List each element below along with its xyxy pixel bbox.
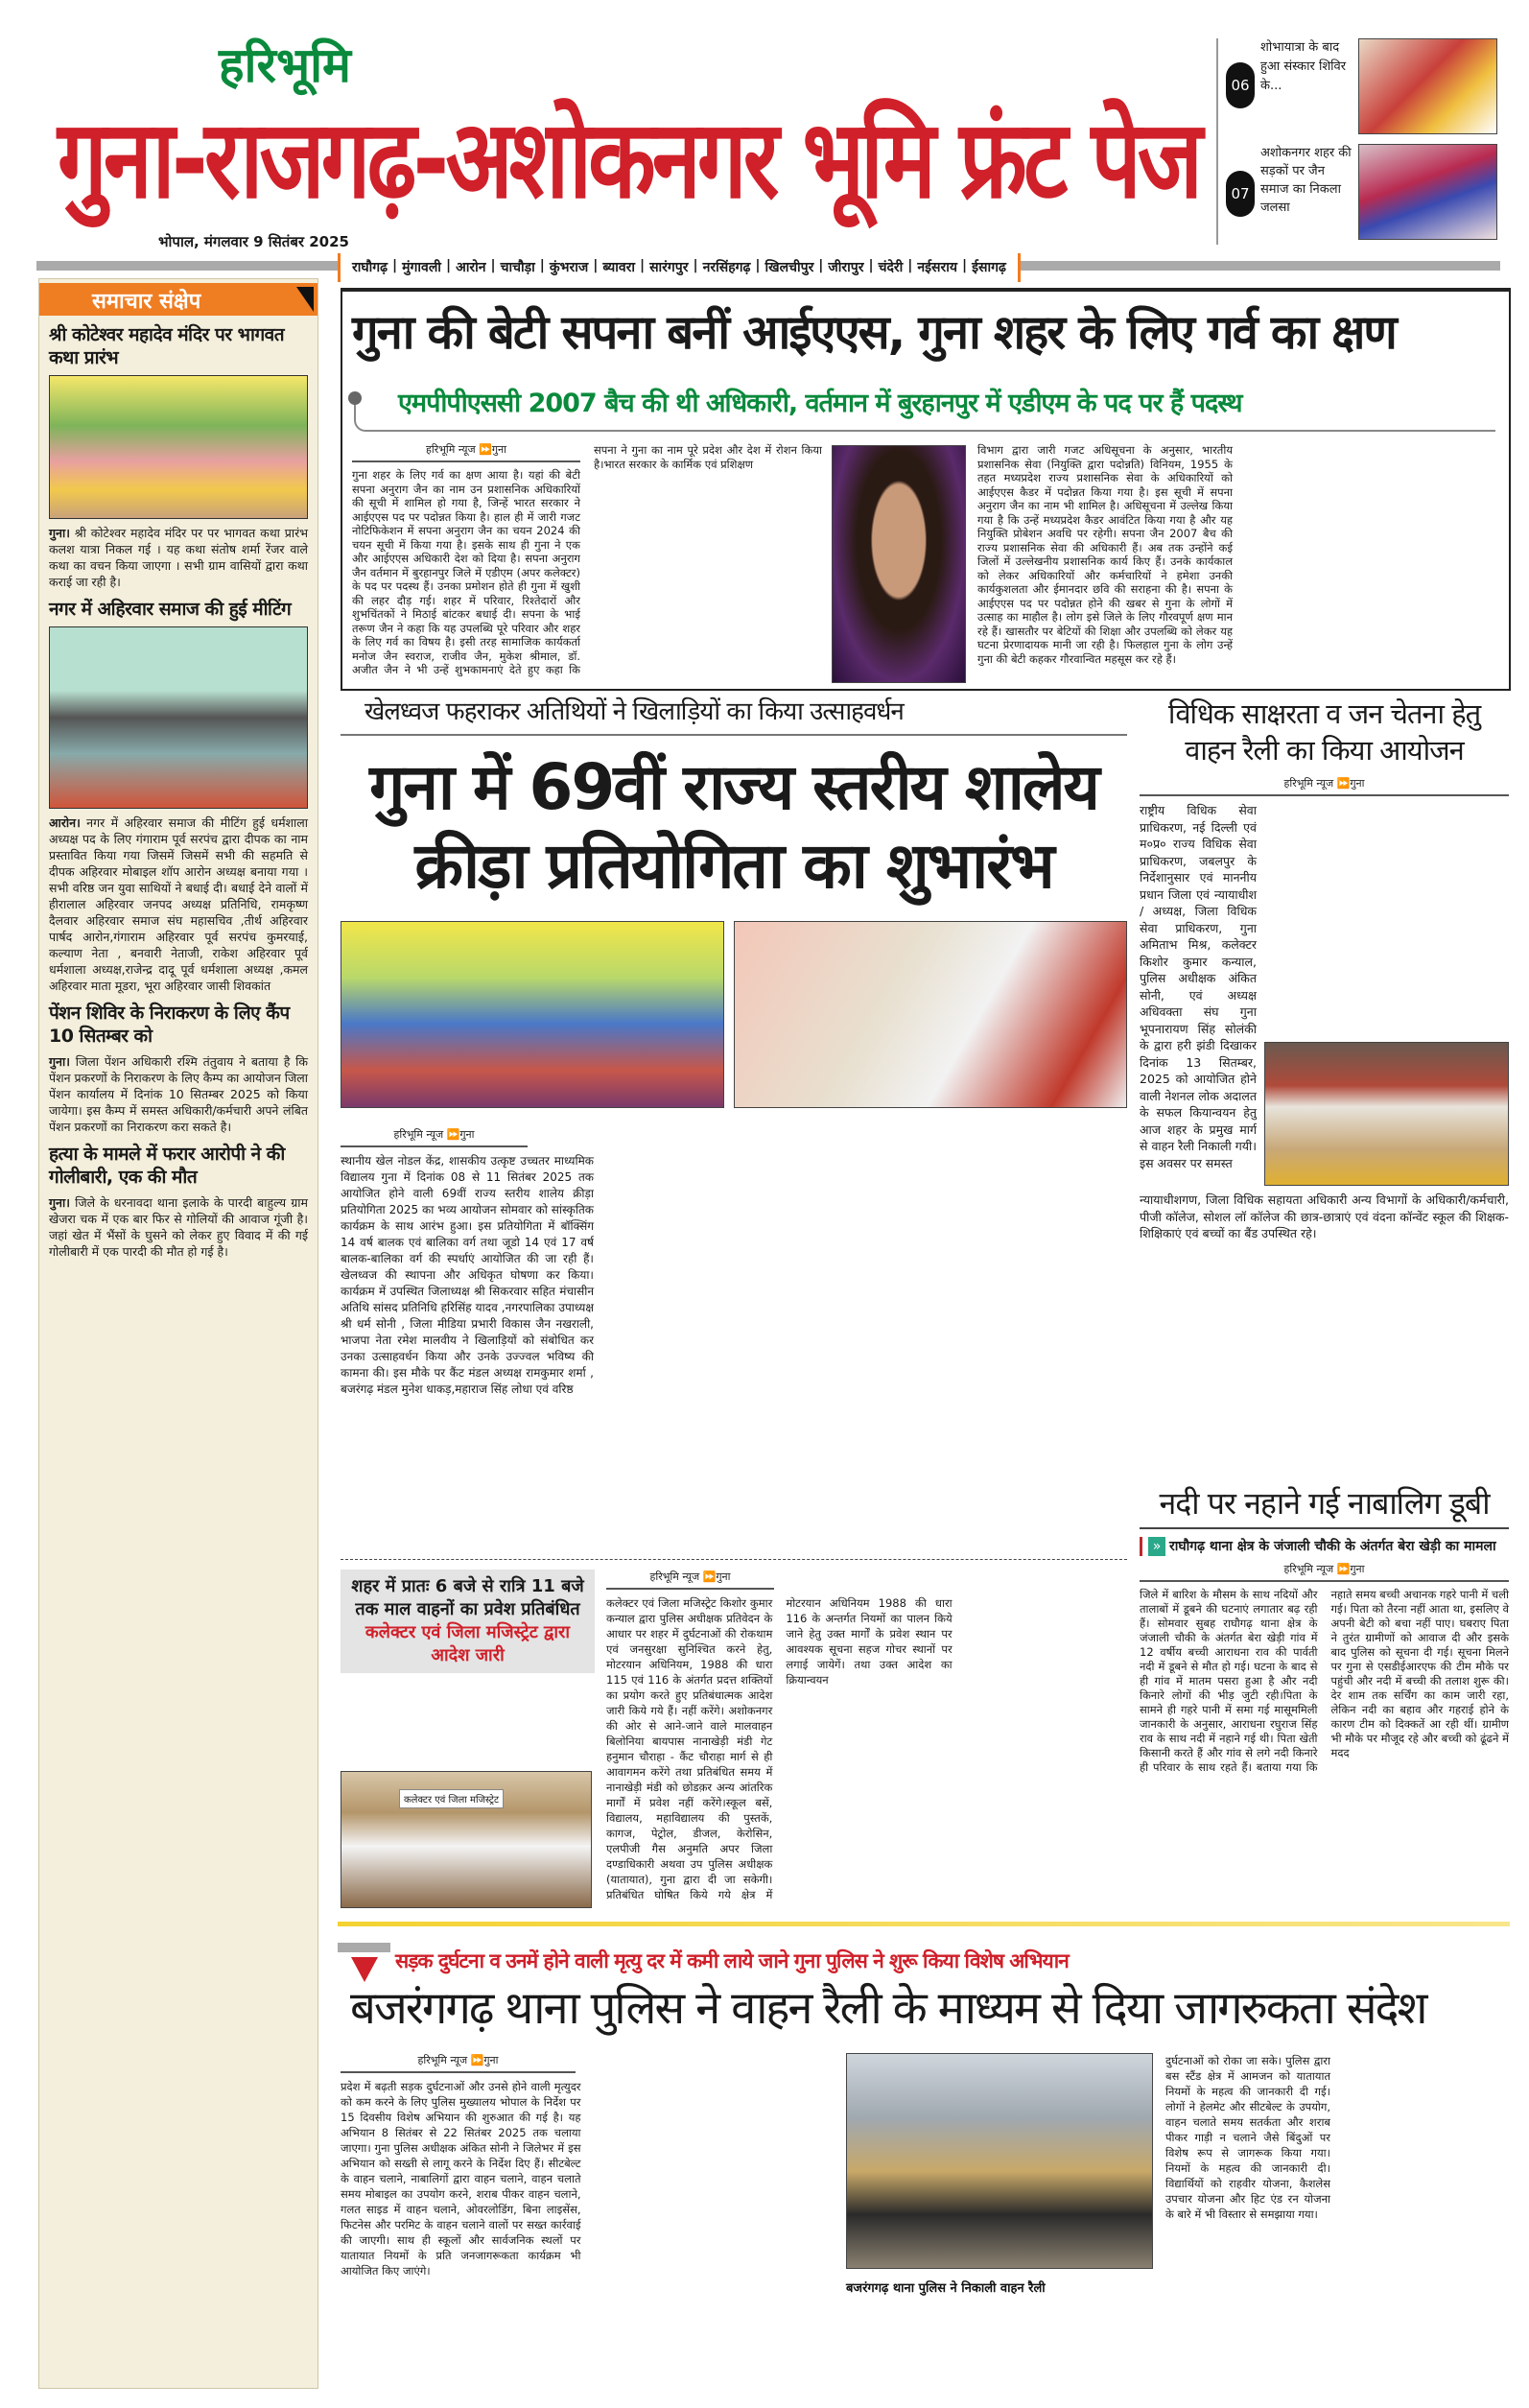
police-rally-photo (846, 2053, 1153, 2269)
police-text-2: दुर्घटनाओं को रोका जा सके। पुलिस द्वारा बस स्टैंड क्षेत्र में आमजन को यातायात नियमों के महत्व की जानकारी दी गई। लोगों ने हेलमेट और सीटबेल्ट के उपयोग, वाहन चलाते समय सतर्कता और शराब पीकर गाड़ी न चलाने जैसे बिंदुओं पर विशेष रूप से जागरूक किया गया। नियमों के महत्व की जानकारी दी। विद्यार्थियों को राहवीर योजना, कैशलेस उपचार योजना और हिट एंड रन योजना के बारे में भी विस्तार से समझाया गया। (1165, 2054, 1330, 2221)
city-separator: | (868, 258, 874, 273)
procession-photo (1358, 38, 1497, 134)
kalash-yatra-photo (49, 375, 308, 519)
city-separator: | (962, 258, 968, 273)
police-headline: बजरंगगढ़ थाना पुलिस ने वाहन रैली के माध्यम से दिया जागरुकता संदेश (350, 1982, 1426, 2035)
lead-body-2: विभाग द्वारा जारी गजट अधिसूचना के अनुसार, भारतीय प्रशासनिक सेवा (नियुक्ति द्वारा पदोन्नति) विनियम, 1955 के तहत मध्यप्रदेश राज्य प्रशासनिक सेवा के अधिकारियों को आईएएस कैडर में पदोन्नत किया गया है। इस सूची में सपना अनुराग जैन का नाम भी शामिल है। अधिसूचना में उल्लेख किया गया है कि उन्हें मध्यप्रदेश कैडर आवंटित किया गया है और यह नियुक्ति प्रोबेशन अवधि पर रहेगी। सपना जैन 2007 बैच की राज्य प्रशासनिक सेवा की अधिकारी हैं। अब तक उन्होंने कई जिलों में उल्लेखनीय प्रशासनिक कार्य किए हैं। उनके कार्यकाल को लेकर अधिकारियों और कर्मचारियों ने हमेशा उनकी कार्यकुशलता और ईमानदार छवि की सराहना की है। सपना के आईएएस पद पर पदोन्नत होने की खबर से गुना के लोगों में उत्साह का माहौल है। लोग इसे जिले के लिए गौरवपूर्ण क्षण मान रहे हैं। खासतौर पर बेटियों की शिक्षा और उपलब्धि को लेकर यह घटना प्रेरणादायक मानी जा रही है। फिलहाल गुना के लोग उन्हें गुना की बेटी कहकर गौरवान्वित महसूस कर रहे हैं। (977, 443, 1233, 666)
city-separator: | (693, 258, 698, 273)
sports-kicker-wrap (365, 698, 1122, 731)
traffic-callout (341, 1570, 595, 1673)
yellow-rule (338, 1922, 1510, 1926)
river-story (1140, 1487, 1509, 1914)
jain-procession-photo (1358, 144, 1497, 240)
page-number-badge: 07 (1226, 171, 1255, 217)
sports-body (341, 1127, 1127, 1549)
brief-text: गुना। श्री कोटेश्वर महादेव मंदिर पर पर भागवत कथा प्रारंभ कलश यात्रा निकल गई । यह कथा संतोष शर्मा रेंजर वाले कथा का वचन किया जाएगा । सभी ग्राम वासियों द्वारा कथा कराई जा रही है। (49, 526, 308, 589)
legal-rally-photo (1264, 1042, 1509, 1186)
city-separator: | (392, 258, 398, 273)
lead-subhead-wrap (398, 390, 1492, 424)
red-chevron-icon (351, 1957, 378, 1982)
teaser-06[interactable] (1226, 38, 1504, 134)
city-link[interactable]: सारंगपुर (649, 260, 689, 275)
river-deck (1140, 1537, 1509, 1556)
teaser-text: शोभायात्रा के बाद हुआ संस्कार शिविर के... (1260, 40, 1347, 93)
byline: हरिभूमि न्यूज ⏩गुना (352, 443, 580, 462)
lead-headline: गुना की बेटी सपना बनीं आईएएस, गुना शहर के लिए गर्व का क्षण (352, 305, 1396, 360)
police-text-1: प्रदेश में बढ़ती सड़क दुर्घटनाओं और उनसे होने वाली मृत्युदर को कम करने के लिए पुलिस मुख्यालय भोपाल के निर्देश पर 15 दिवसीय विशेष अभियान की शुरुआत की गई है। यह अभियान 8 सितंबर से 22 सितंबर 2025 तक चलाया जाएगा। गुना पुलिस अधीक्षक अंकित सोनी ने जिलेभर में इस अभियान को सख्ती से लागू करने के निर्देश दिए हैं। सीटबेल्ट के वाहन चलाने, नाबालिगों द्वारा वाहन चलाने, वाहन चलाते समय मोबाइल का उपयोग करने, शराब पीकर वाहन चलाने, गलत साइड में वाहन चलाने, ओवरलोडिंग, बिना लाइसेंस, फिटनेस और परमिट के वाहन चलाने वालों पर सख्त कार्रवाई की जाएगी। साथ ही स्कूलों और सार्वजनिक स्थलों पर यातायात नियमों के प्रति जनजागरूकता कार्यक्रम भी आयोजित किए जाएंगे। (341, 2080, 581, 2278)
callout-line: शहर में प्रातः 6 बजे से रात्रि 11 बजे तक माल वाहनों का प्रवेश प्रतिबंधित (351, 1576, 584, 1619)
city-separator: | (907, 258, 913, 273)
sports-kicker: खेलध्वज फहराकर अतिथियों ने खिलाड़ियों का किया उत्साहवर्धन (365, 697, 904, 726)
traffic-order-box (341, 1570, 595, 1910)
city-separator: | (639, 258, 646, 273)
legal-text-2: न्यायाधीशगण, जिला विधिक सहायता अधिकारी अन्य विभागों के अधिकारी/कर्मचारी, पीजी कॉलेज, सोशल लॉ कॉलेज की छात्र-छात्राएं एवं वंदना कॉन्वेंट स्कूल की शिक्षक-शिक्षिकाएं एवं बच्चों का बैंड उपस्थित रहे। (1140, 1192, 1509, 1240)
city-link[interactable]: चंदेरी (878, 260, 904, 275)
city-bar (338, 253, 1021, 282)
river-deck-text: राघौगढ़ थाना क्षेत्र के जंजाली चौकी के अंतर्गत बेरा खेड़ी का मामला (1169, 1538, 1496, 1554)
city-separator: | (445, 258, 452, 273)
brief-text: आरोन। नगर में अहिरवार समाज की मीटिंग हुई धर्मशाला अध्यक्ष पद के लिए गंगाराम पूर्व सरपंच द्वारा दीपक का नाम प्रस्तावित किया गया जिसमें जिसमें सभी की सहमति से दीपक अहिरवार मोबाइल शॉप आरोन अध्यक्ष बनाया गया ।सभी वरिष्ठ जन युवा साथियों ने बधाई दी। बधाई देने वालों में हीरालाल अहिरवार जनपद अध्यक्ष प्रतिनिधि, रामकृष्ण दैलवार अहिरवार समाज संघ महासचिव ,तीर्थ अहिरवार पार्षद आरोन,गंगाराम अहिरवार पूर्व सरपंच कुमरयाई, कल्याण नेता , बनवारी नेताजी, राकेश अहिरवार पूर्व धर्मशाला अध्यक्ष,राजेन्द्र दादू पूर्व धर्मशाला अध्यक्ष ,कमल अहिरवार माता मूडरा, भूरा अहिरवार जासी शिवकांत (49, 815, 308, 993)
city-link[interactable]: नरसिंहगढ़ (702, 260, 751, 275)
lead-col-left (352, 443, 822, 685)
police-headline-wrap (350, 1984, 1506, 2042)
city-link[interactable]: आरोन (456, 260, 486, 275)
lead-headline-wrap (352, 307, 1499, 365)
city-link[interactable]: राघौगढ़ (352, 260, 388, 275)
city-separator: | (539, 258, 545, 273)
page-number-badge: 06 (1226, 62, 1255, 108)
sports-ceremony-photo (341, 921, 724, 1108)
section-rule (341, 1559, 1127, 1560)
bullet-dot-icon (348, 391, 362, 405)
kicker-rule (341, 734, 1127, 736)
police-kicker: सड़क दुर्घटना व उनमें होने वाली मृत्यु दर में कमी लाये जाने गुना पुलिस ने शुरू किया विशेष अभियान (395, 1949, 1069, 1972)
lead-body-1: गुना शहर के लिए गर्व का क्षण आया है। यहां की बेटी सपना अनुराग जैन का नाम उन प्रशासनिक अधिकारियों की सूची में शामिल हो गया है, जिन्हें भारत सरकार ने आईएएस पद पर पदोन्नत किया है। हाल ही में जारी गजट नोटिफिकेशन में सपना अनुराग जैन का चयन 2024 की चयन सूची में किया गया है। इसके साथ ही गुना ने एक और आईएएस अधिकारी देश को दिया है। सपना अनुराग जैन वर्तमान में बुरहानपुर जिले में एडीएम (अपर कलेक्टर) के पद पर पदस्थ हैं। उनका प्रमोशन होते ही गुना में खुशी की लहर दौड़ गई। शहर में परिवार, रिश्तेदारों और शुभचिंतकों ने मिठाई बांटकर बधाई दी। सपना के भाई तरूण जैन ने कहा कि यह उपलब्धि पूरे परिवार और शहर के लिए गर्व का विषय है। इसी तरह सामाजिक कार्यकर्ता मनोज जैन स्वराज, राजीव जैन, मुकेश श्रीमाल, डॉ. अजीत जैन ने भी उन्हें शुभकामनाएं देते हुए कहा कि सपना ने गुना का नाम पूरे प्रदेश और देश में रोशन किया है।भारत सरकार के कार्मिक एवं प्रशिक्षण (352, 443, 822, 676)
collector-nameplate: कलेक्टर एवं जिला मजिस्ट्रेट (399, 1789, 504, 1808)
city-separator: | (593, 258, 599, 273)
byline: हरिभूमि न्यूज ⏩गुना (341, 2053, 576, 2073)
brief-title: नगर में अहिरवार समाज की हुई मीटिंग (49, 599, 292, 620)
city-separator: | (818, 258, 824, 273)
teaser-07[interactable] (1226, 144, 1504, 245)
page-title: गुना-राजगढ़-अशोकनगर भूमि फ्रंट पेज (58, 97, 1199, 224)
briefs-header (39, 283, 318, 316)
news-briefs-column (38, 278, 318, 2389)
traffic-story (606, 1570, 1132, 1905)
newspaper-logo: हरिभूमि (219, 37, 351, 93)
double-chevron-icon: » (1148, 1537, 1165, 1556)
city-link[interactable]: नईसराय (917, 260, 957, 275)
city-link[interactable]: ईसागढ़ (972, 260, 1006, 275)
brief-text: गुना। जिला पेंशन अधिकारी रश्मि तंतुवाय ने बताया है कि पेंशन प्रकरणों के निराकरण के लिए कैम्प का आयोजन जिला पेंशन कार्यालय में दिनांक 10 सितम्बर 2025 को किया जायेगा। इस कैम्प में समस्त अधिकारी/कर्मचारी अपने लंबित पेंशन प्रकरणों का निराकरण करा सकते है। (49, 1054, 308, 1134)
brief-title: हत्या के मामले में फरार आरोपी ने की गोलीबारी, एक की मौत (49, 1144, 285, 1188)
lamp-lighting-photo (734, 921, 1127, 1108)
legal-text-1: राष्ट्रीय विधिक सेवा प्राधिकरण, नई दिल्ली एवं म०प्र० राज्य विधिक सेवा प्राधिकरण, जबलपुर के निर्देशानुसार एवं माननीय प्रधान जिला एवं न्यायाधीश / अध्यक्ष, जिला विधिक सेवा प्राधिकरण, गुना अमिताभ मिश्र, कलेक्टर किशोर कुमार कन्याल, पुलिस अधीक्षक अंकित सोनी, एवं अध्यक्ष अधिवक्ता संघ गुना भूपनारायण सिंह सोलंकी के द्वारा हरी झंडी दिखाकर दिनांक 13 सितम्बर, 2025 को आयोजित होने वाली नेशनल लोक अदालत के सफल कियान्वयन हेतु आज शहर के प्रमुख मार्ग से वाहन रैली निकाली गयी। इस अवसर पर समस्त (1140, 803, 1257, 1170)
teaser-text: अशोकनगर शहर की सड़कों पर जैन समाज का निकला जलसा (1260, 146, 1352, 215)
corner-triangle-icon (296, 287, 314, 312)
sports-text: स्थानीय खेल नोडल केंद्र, शासकीय उत्कृष्ट उच्चतर माध्यमिक विद्यालय गुना में दिनांक 08 से 11 सितंबर 2025 तक आयोजित होने वाली 69वीं राज्य स्तरीय शालेय क्रीड़ा प्रतियोगिता 2025 का भव्य आयोजन सोमवार को सांस्कृतिक कार्यक्रम के साथ आरंभ हुआ। इस प्रतियोगिता में बॉक्सिंग 14 वर्ष बालक एवं बालिका वर्ग तथा जूडो 14 एवं 17 वर्ष बालक-बालिका वर्ग की स्पर्धाएं आयोजित की जा रही हैं। खेलध्वज की स्थापना और अधिकृत घोषणा कर किया। कार्यक्रम में उपस्थित जिलाध्यक्ष श्री सिकरवार सहित मंचासीन अतिथि सांसद प्रतिनिधि हरिसिंह यादव ,नगरपालिका उपाध्यक्ष श्री धर्म सोनी , जिला मीडिया प्रभारी विकास जैन नखराली, भाजपा नेता रमेश मालवीय ने खिलाड़ियों को संबोधित कर उनका उत्साहवर्धन किया और उनके उज्ज्वल भविष्य की कामना की। इस मौके पर कैंट मंडल अध्यक्ष रामकुमार शर्मा , बजरंगढ़ मंडल मुनेश धाकड़,महाराज सिंह लोधा एवं वरिष्ठ (341, 1154, 594, 1396)
sapna-jain-portrait (832, 445, 966, 683)
city-link[interactable]: मुंगावली (402, 260, 441, 275)
page-title-wrap (58, 97, 1199, 224)
police-subhead: बजरंगगढ़ थाना पुलिस ने निकाली वाहन रैली (846, 2281, 1046, 2296)
city-link[interactable]: कुंभराज (549, 260, 589, 275)
police-col-1 (341, 2053, 835, 2389)
legal-story (1140, 696, 1509, 1482)
dateline: भोपाल, मंगलवार 9 सितंबर 2025 (158, 233, 349, 250)
police-kicker-wrap (395, 1950, 1508, 1977)
city-link[interactable]: जीरापुर (828, 260, 864, 275)
lead-subhead: एमपीपीएससी 2007 बैच की थी अधिकारी, वर्तमान में बुरहानपुर में एडीएम के पद पर हैं पदस्थ (398, 389, 1242, 418)
masthead (0, 0, 1529, 288)
teaser-divider (1216, 38, 1218, 245)
byline: हरिभूमि न्यूज ⏩गुना (341, 1127, 528, 1147)
legal-headline: विधिक साक्षरता व जन चेतना हेतु वाहन रैली का किया आयोजन (1167, 697, 1481, 767)
river-text: जिले में बारिश के मौसम के साथ नदियों और तालाबों में डूबने की घटनाएं लगातार बढ़ रही हैं। सोमवार सुबह राघौगढ़ थाना क्षेत्र के जंजाली चौकी के अंतर्गत बेरा खेड़ी गांव में 12 वर्षीय बच्ची आराधना राव की पार्वती नदी में डूबने से मौत हो गई। घटना के बाद से ही गांव में मातम पसरा हुआ है और नदी किनारे लोगों की भीड़ जुटी रही।पिता के सामने ही गहरे पानी में समा गई मासूममिली जानकारी के अनुसार, आराधना रघुराज सिंह राव के साथ नदी में नहाने गई थी। पिता खेती किसानी करते हैं और गांव से लगे नदी किनारे ही परिवार के साथ रहते हैं। बताया गया कि नहाते समय बच्ची अचानक गहरे पानी में चली गई। पिता को तैरना नहीं आता था, इसलिए वे अपनी बेटी को बचा नहीं पाए। घबराए पिता ने तुरंत ग्रामीणों को आवाज दी और इसके बाद पुलिस को सूचना दी गई। सूचना मिलने पर गुना से एसडीईआरएफ की टीम मौके पर पहुंची और नदी में बच्ची की तलाश शुरू की। देर शाम तक सर्चिंग का काम जारी रहा, लेकिन नदी का बहाव और गहराई होने के कारण टीम को दिक्कतें आ रही थीं। ग्रामीण भी मौके पर मौजूद रहे और बच्ची को ढूंढने में मदद (1140, 1587, 1510, 1774)
byline: हरिभूमि न्यूज ⏩गुना (606, 1570, 774, 1590)
section-tab (338, 1943, 390, 1952)
city-link[interactable]: खिलचीपुर (764, 260, 814, 275)
collector-photo (341, 1771, 592, 1908)
byline: हरिभूमि न्यूज ⏩गुना (1140, 1562, 1509, 1582)
traffic-text: कलेक्टर एवं जिला मजिस्ट्रेट किशोर कुमार कन्याल द्वारा पुलिस अधीक्षक प्रतिवेदन के आधार पर शहर में दुर्घटनाओं की रोकथाम एवं जनसुरक्षा सुनिश्चित करने हेतु, मोटरयान अधिनियम, 1988 की धारा 115 एवं 116 के अंतर्गत प्रदत्त शक्तियों का प्रयोग करते हुए प्रतिबंधात्मक आदेश जारी किये गये हैं। नहीं करेंगे। अशोकनगर की ओर से आने-जाने वाले मालवाहन बिलोनिया बायपास नानाखेड़ी मंडी गेट हनुमान चौराहा - कैंट चौराहा मार्ग से ही आवागमन करेंगे तथा प्रतिबंधित समय में नानाखेड़ी मंडी को छोडक़र अन्य आंतरिक मार्गों में प्रवेश नहीं करेंगे।स्कूल बसें, विद्यालय, महाविद्यालय की पुस्तकें, कागज, पेट्रोल, डीजल, केरोसिन, एलपीजी गैस अनुमति अपर जिला दण्डाधिकारी अथवा उप पुलिस अधीक्षक (यातायात), गुना द्वारा दी जा सकेगी। प्रतिबंधित घोषित किये गये क्षेत्र में मोटरयान अधिनियम 1988 की धारा 116 के अन्तर्गत नियमों का पालन किये जाने हेतु उक्त मार्गों के प्रवेश स्थान पर आवश्यक सूचना सहज गोचर स्थानों पर लगाई जायेगें। तथा उक्त आदेश का क्रियान्वयन (606, 1596, 953, 1901)
city-separator: | (490, 258, 496, 273)
meeting-photo (49, 626, 308, 809)
sports-headline: गुना में 69वीं राज्य स्तरीय शालेय क्रीड़ा प्रतियोगिता का शुभारंभ (369, 750, 1098, 903)
city-link[interactable]: चाचौड़ा (500, 260, 535, 275)
river-headline: नदी पर नहाने गई नाबालिग डूबी (1140, 1487, 1509, 1529)
brief-text: गुना। जिले के धरनावदा थाना इलाके के पारदी बाहुल्य ग्राम खेजरा चक में एक बार फिर से गोलियों की आवाज गूंजी है। जहां खेत में भैंसों के घुसने को लेकर हुए विवाद में की गई गोलीबारी में एक पारदी की मौत हो गई है। (49, 1195, 308, 1259)
callout-line-red: कलेक्टर एवं जिला मजिस्ट्रेट द्वारा आदेश जारी (365, 1622, 571, 1665)
city-separator: | (755, 258, 761, 273)
byline: हरिभूमि न्यूज ⏩गुना (1140, 776, 1509, 796)
brief-title: पेंशन शिविर के निराकरण के लिए कैंप 10 सितम्बर को (49, 1003, 290, 1047)
lead-story (341, 288, 1511, 691)
briefs-header-label: समाचार संक्षेप (92, 290, 201, 314)
brief-title: श्री कोटेश्वर महादेव मंदिर पर भागवत कथा प्रारंभ (49, 324, 285, 368)
city-link[interactable]: ब्यावरा (602, 260, 635, 275)
